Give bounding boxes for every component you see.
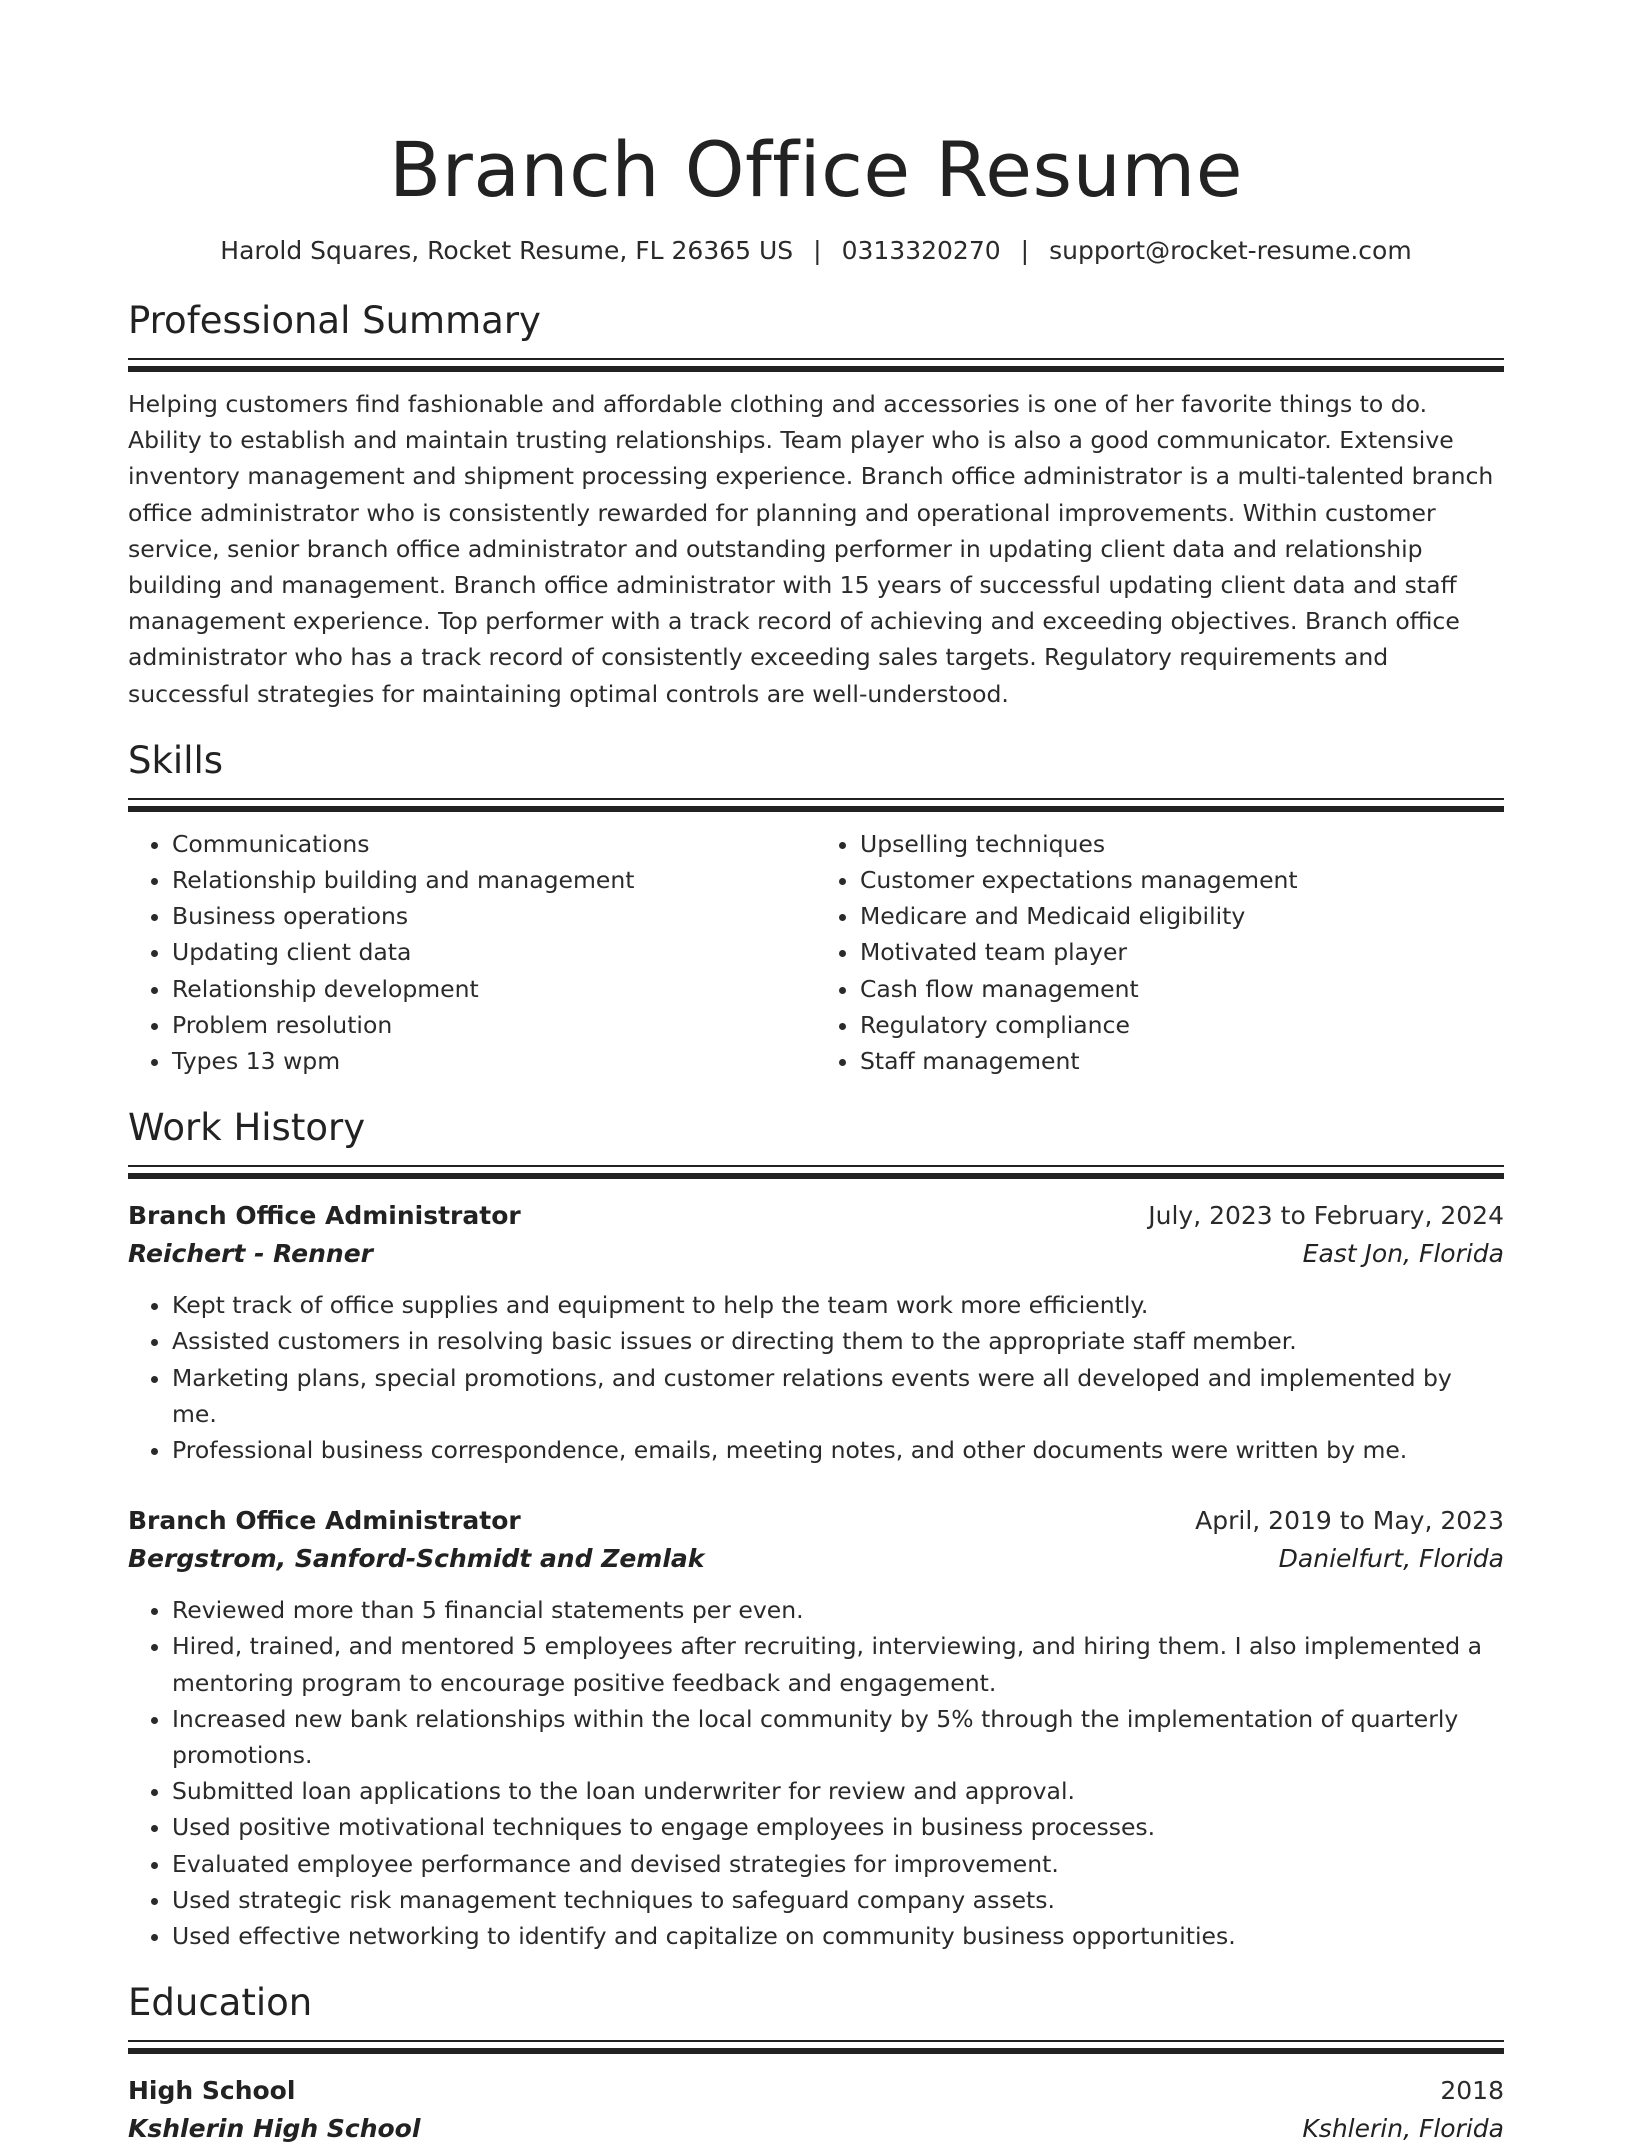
- education-heading: Education: [128, 1981, 313, 2025]
- job-bullet: • Used strategic risk management techniques to safeguard company assets.: [172, 1882, 1504, 1918]
- job-location: Danielfurt, Florida: [1278, 1544, 1504, 1574]
- contact-phone: 0313320270: [841, 236, 1001, 265]
- education-section: [128, 1980, 1504, 2148]
- job-employer: Reichert - Renner: [128, 1239, 374, 1269]
- job-dates: July, 2023 to February, 2024: [1148, 1201, 1504, 1231]
- skill-item: • Relationship development: [172, 971, 816, 1007]
- skill-item: • Problem resolution: [172, 1007, 816, 1043]
- education-year: 2018: [1440, 2076, 1504, 2106]
- skill-item: • Communications: [172, 826, 816, 862]
- job-location: East Jon, Florida: [1302, 1239, 1504, 1269]
- skill-item: • Motivated team player: [860, 934, 1504, 970]
- job-bullet: • Increased new bank relationships within the local community by 5% through the implementation of quarterly promotions.: [172, 1701, 1504, 1773]
- education-location: Kshlerin, Florida: [1302, 2114, 1504, 2144]
- job-subheader: [128, 1540, 1504, 1578]
- job-bullets: [128, 1287, 1504, 1468]
- job-bullet: • Submitted loan applications to the loan underwriter for review and approval.: [172, 1773, 1504, 1809]
- resume-page: [128, 0, 1504, 2148]
- contact-line: [128, 234, 1504, 268]
- skills-heading: Skills: [128, 738, 224, 782]
- education-header: [128, 2072, 1504, 2110]
- section-rule-thick: [128, 806, 1504, 812]
- skills-list-left: [128, 826, 816, 1079]
- job-bullet: • Assisted customers in resolving basic issues or directing them to the appropriate staff member.: [172, 1323, 1504, 1359]
- education-subheader: [128, 2110, 1504, 2148]
- contact-separator: |: [813, 236, 822, 265]
- job-entry: [128, 1197, 1504, 1468]
- section-rule-thin: [128, 798, 1504, 800]
- skill-item: • Medicare and Medicaid eligibility: [860, 898, 1504, 934]
- contact-separator: |: [1020, 236, 1030, 265]
- section-rule-thick: [128, 1173, 1504, 1179]
- job-title: Branch Office Administrator: [128, 1506, 521, 1536]
- skill-item: • Customer expectations management: [860, 862, 1504, 898]
- resume-title: Branch Office Resume: [388, 125, 1244, 214]
- job-entry: [128, 1502, 1504, 1954]
- work-heading: Work History: [128, 1106, 366, 1150]
- job-bullets: [128, 1592, 1504, 1954]
- job-bullet: • Kept track of office supplies and equipment to help the team work more efficiently.: [172, 1287, 1504, 1323]
- education-entry: [128, 2072, 1504, 2148]
- job-employer: Bergstrom, Sanford-Schmidt and Zemlak: [128, 1544, 705, 1574]
- education-school: Kshlerin High School: [128, 2114, 421, 2144]
- section-rule-thin: [128, 1165, 1504, 1167]
- skill-item: • Relationship building and management: [172, 862, 816, 898]
- job-bullet: • Used effective networking to identify and capitalize on community business opportunities.: [172, 1918, 1504, 1954]
- section-rule-thin: [128, 358, 1504, 360]
- job-bullet: • Used positive motivational techniques to engage employees in business processes.: [172, 1809, 1504, 1845]
- contact-address: Harold Squares, Rocket Resume, FL 26365 US: [220, 236, 794, 265]
- job-bullet: • Hired, trained, and mentored 5 employees after recruiting, interviewing, and hiring them. I also implemented a mentoring program to encourage positive feedback and engagement.: [172, 1628, 1504, 1700]
- section-rule-thick: [128, 2048, 1504, 2054]
- job-bullet: • Professional business correspondence, emails, meeting notes, and other documents were written by me.: [172, 1432, 1504, 1468]
- job-header: [128, 1502, 1504, 1540]
- skill-item: • Types 13 wpm: [172, 1043, 816, 1079]
- section-rule-thick: [128, 366, 1504, 372]
- skill-item: • Updating client data: [172, 934, 816, 970]
- skill-item: • Cash flow management: [860, 971, 1504, 1007]
- work-section: [128, 1105, 1504, 1954]
- summary-heading: Professional Summary: [128, 299, 541, 342]
- job-bullet: • Marketing plans, special promotions, and customer relations events were all developed and implemented by me.: [172, 1360, 1504, 1432]
- skill-item: • Upselling techniques: [860, 826, 1504, 862]
- job-title: Branch Office Administrator: [128, 1201, 521, 1231]
- job-bullet: • Reviewed more than 5 financial statements per even.: [172, 1592, 1504, 1628]
- job-bullet: • Evaluated employee performance and devised strategies for improvement.: [172, 1846, 1504, 1882]
- job-subheader: [128, 1235, 1504, 1273]
- skills-section: [128, 738, 1504, 1079]
- skill-item: • Staff management: [860, 1043, 1504, 1079]
- skill-item: • Business operations: [172, 898, 816, 934]
- section-rule-thin: [128, 2040, 1504, 2042]
- contact-email[interactable]: support@rocket-resume.com: [1049, 236, 1412, 265]
- skill-item: • Regulatory compliance: [860, 1007, 1504, 1043]
- skills-list-right: [816, 826, 1504, 1079]
- job-header: [128, 1197, 1504, 1235]
- education-degree: High School: [128, 2076, 296, 2106]
- summary-section: [128, 298, 1504, 712]
- summary-text: Helping customers find fashionable and affordable clothing and accessories is one of her favorite things to do. Ability to establish and maintain trusting relationships. Team player who is also a good communicator. Extensive inventory management and shipment processing experience. Branch office administrator is a multi-talented branch office administrator who is consistently rewarded for planning and operational improvements. Within customer service, senior branch office administrator and outstanding performer in updating client data and relationship building and management. Branch office administrator with 15 years of successful updating client data and staff management experience. Top performer with a track record of achieving and exceeding objectives. Branch office administrator who has a track record of consistently exceeding sales targets. Regulatory requirements and successful strategies for maintaining optimal controls are well-understood.: [128, 390, 1494, 708]
- job-dates: April, 2019 to May, 2023: [1195, 1506, 1504, 1536]
- skills-columns: [128, 826, 1504, 1079]
